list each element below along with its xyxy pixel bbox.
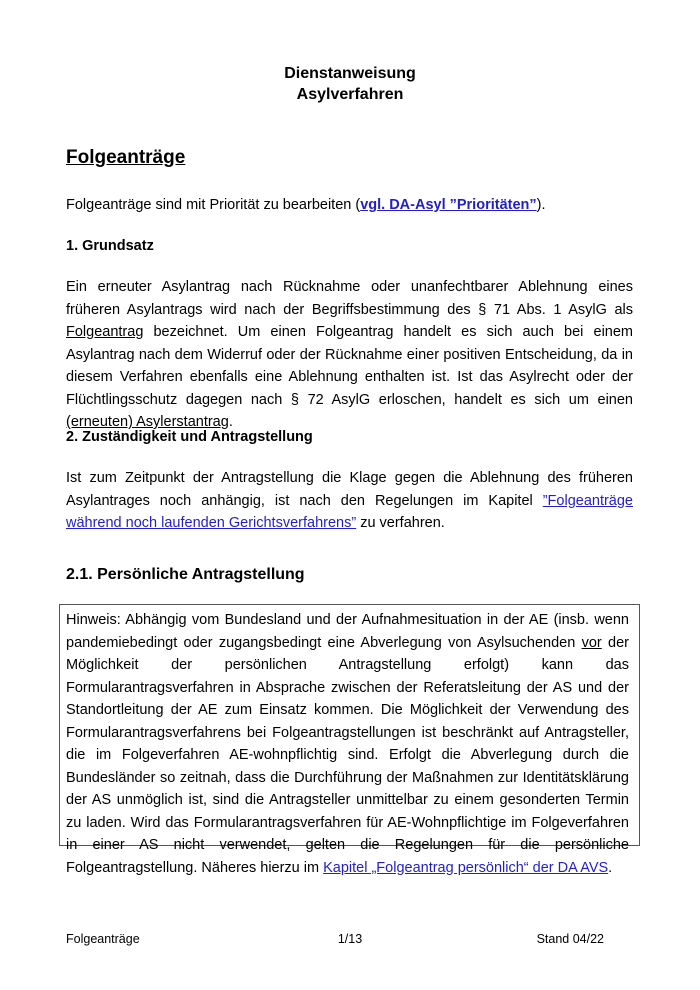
footer-page-number: 1/13: [337, 932, 363, 946]
grundsatz-text-2: bezeichnet. Um einen Folgeantrag handelt es sich auch bei einem Asylantrag nach dem Widerruf oder der Rücknahme einer positiven Entscheidung, da in diesem Verfahren ebenfalls eine Ablehnung enthalten ist. Ist das Asylrecht oder der Flüchtlingsschutz dagegen nach § 72 AsylG erloschen, handelt es sich um einen: [66, 324, 633, 408]
persoenliche-antragstellung-heading: 2.1. Persönliche Antragstellung: [66, 566, 305, 583]
grundsatz-text-1: Ein erneuter Asylantrag nach Rücknahme oder unanfechtbarer Ablehnung eines früheren Asylantrags wird nach der Begriffsbestimmung des § 71 Abs. 1 AsylG als: [66, 279, 633, 318]
notice-box: [59, 604, 640, 876]
gerichtsverfahren-link[interactable]: ”Folgeanträge während noch laufenden Gerichtsverfahrens”: [66, 492, 633, 531]
zustaendigkeit-text-2: zu verfahren.: [356, 515, 445, 531]
grundsatz-text-3: .: [228, 414, 233, 430]
zustaendigkeit-heading: 2. Zuständigkeit und Antragstellung: [66, 429, 313, 445]
intro-text-end: ).: [536, 197, 546, 213]
notice-text-1: Hinweis: Abhängig vom Bundesland und der Aufnahmesituation in der AE (insb. wenn pandemiebedingt oder zugangsbedingt eine Abverlegung von Asylsuchenden: [66, 612, 629, 651]
notice-text-2: der Möglichkeit der persönlichen Antragstellung erfolgt) kann das Formularantragsverfahren in Absprache zwischen der Referatsleitung der AS und der Standortleitung der AE zum Einsatz kommen. Die Möglichkeit der Verwendung des Formularantragsverfahrens bei Folgeantragstellungen ist beschränkt auf Antragsteller, die im Folgeverfahren AE-wohnpflichtig sind. Erfolgt die Abverlegung durch die Bundesländer so zeitnah, dass die Durchführung der Maßnahmen zur Identitätsklärung der AS unmöglich ist, sind die Antragsteller unmittelbar zu einem gesonderten Termin zu laden. Wird das Formularantragsverfahren für AE-Wohnpflichtige im Folgeverfahren in einer AS nicht verwendet, gelten die Regelungen für die persönliche Folgeantragstellung. Näheres hierzu im: [66, 634, 629, 876]
term-asylerstantrag: (erneuten) Asylerstantrag: [66, 414, 229, 430]
footer-right: Stand 04/22: [536, 932, 604, 946]
notice-emphasis: vor: [581, 634, 602, 651]
intro-text: Folgeanträge sind mit Priorität zu bearbeiten (: [66, 197, 361, 213]
footer-left: Folgeanträge: [66, 932, 140, 946]
title-line-2: Asylverfahren: [296, 86, 404, 103]
document-title: [0, 63, 700, 105]
title-line-1: Dienstanweisung: [284, 65, 416, 82]
zustaendigkeit-text-1: Ist zum Zeitpunkt der Antragstellung die Klage gegen die Ablehnung des früheren Asylantrages noch anhängig, ist nach den Regelungen im Kapitel: [66, 470, 633, 509]
grundsatz-heading: 1. Grundsatz: [66, 238, 154, 254]
folgeantrag-persoenlich-link[interactable]: Kapitel „Folgeantrag persönlich“ der DA AVS: [323, 859, 609, 876]
grundsatz-paragraph: [66, 276, 633, 434]
prioritaeten-link[interactable]: vgl. DA-Asyl ”Prioritäten”: [360, 197, 537, 213]
notice-text-3: .: [608, 859, 613, 876]
zustaendigkeit-paragraph: [66, 467, 633, 535]
term-folgeantrag: Folgeantrag: [66, 324, 144, 340]
section-title: Folgeanträge: [66, 147, 186, 168]
notice-paragraph: [66, 609, 629, 879]
intro-paragraph: [66, 194, 633, 217]
